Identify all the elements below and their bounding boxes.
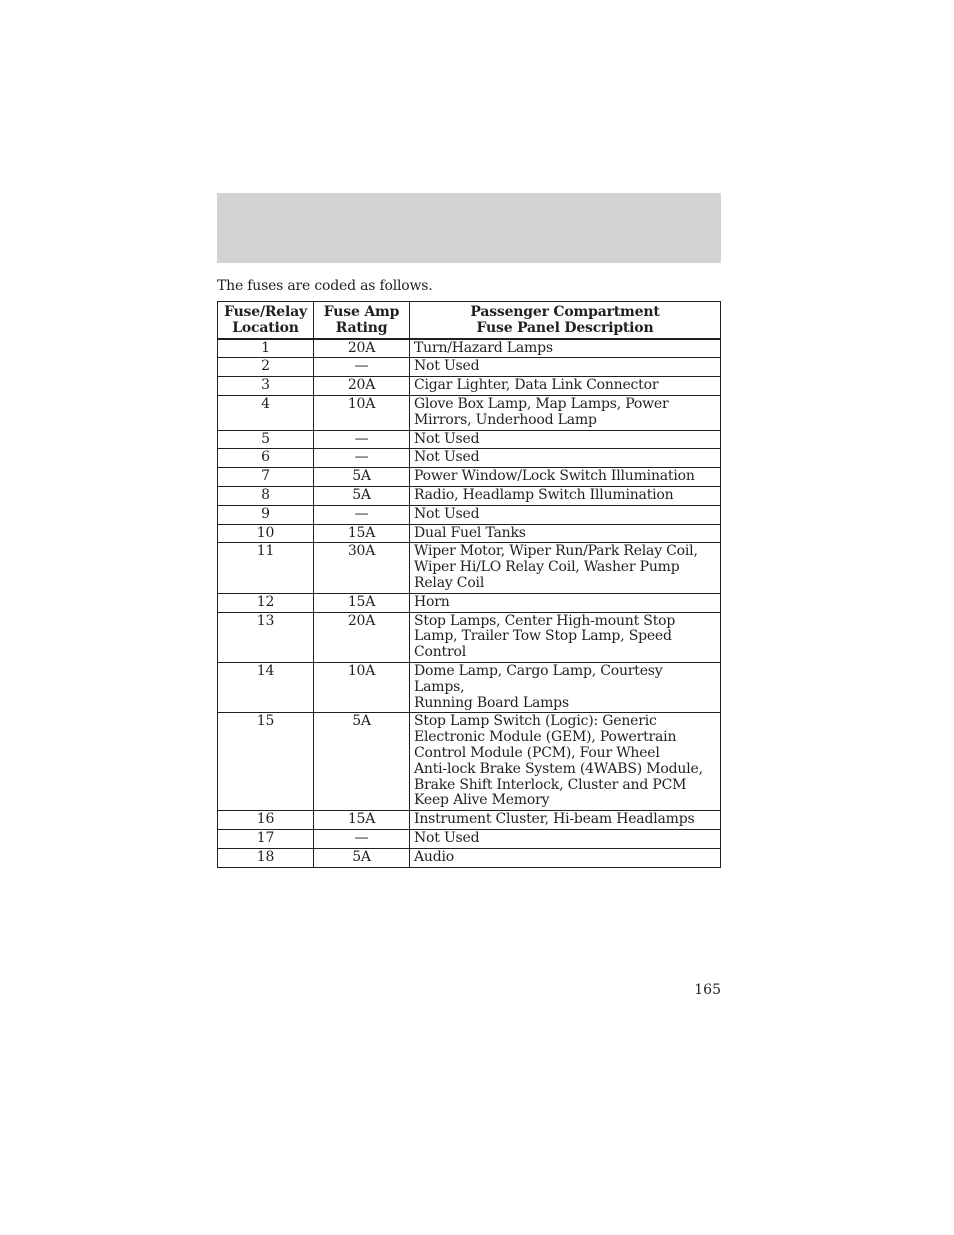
fuse-description-cell xyxy=(410,377,721,396)
table-row xyxy=(218,505,721,524)
fuse-description-cell xyxy=(410,358,721,377)
fuse-location-cell: 3 xyxy=(218,377,314,396)
fuse-description-cell xyxy=(410,612,721,662)
description-line: Not Used xyxy=(414,829,480,846)
table-row xyxy=(218,339,721,358)
description-line: Control Module (PCM), Four Wheel xyxy=(414,744,660,761)
fuse-description-cell xyxy=(410,430,721,449)
fuse-description-cell xyxy=(410,713,721,811)
description-line: Not Used xyxy=(414,430,480,447)
description-line: Running Board Lamps xyxy=(414,694,569,711)
header-rating: Fuse Amp Rating xyxy=(314,302,410,339)
fuse-description-cell xyxy=(410,468,721,487)
table-header-row xyxy=(218,302,721,339)
description-line: Radio, Headlamp Switch Illumination xyxy=(414,486,674,503)
description-line: Power Window/Lock Switch Illumination xyxy=(414,468,695,485)
table-row xyxy=(218,358,721,377)
section-header-band xyxy=(217,193,721,263)
fuse-location-cell: 4 xyxy=(218,395,314,430)
fuse-rating-cell: 15A xyxy=(314,593,410,612)
description-line: Dome Lamp, Cargo Lamp, Courtesy Lamps, xyxy=(414,662,663,695)
fuse-rating-cell: 30A xyxy=(314,543,410,593)
description-line: Not Used xyxy=(414,358,480,375)
fuse-rating-cell: 10A xyxy=(314,395,410,430)
description-line: Cigar Lighter, Data Link Connector xyxy=(414,377,659,394)
fuse-rating-cell: 20A xyxy=(314,339,410,358)
table-row xyxy=(218,524,721,543)
fuse-rating-cell: — xyxy=(314,430,410,449)
fuse-description-cell xyxy=(410,524,721,543)
fuse-description-cell xyxy=(410,829,721,848)
description-line: Turn/Hazard Lamps xyxy=(414,339,553,356)
description-line: Relay Coil xyxy=(414,574,485,591)
table-row xyxy=(218,377,721,396)
table-row xyxy=(218,395,721,430)
description-line: Not Used xyxy=(414,449,480,466)
fuse-location-cell: 10 xyxy=(218,524,314,543)
fuse-description-cell xyxy=(410,848,721,867)
fuse-location-cell: 13 xyxy=(218,612,314,662)
table-row xyxy=(218,811,721,830)
fuse-rating-cell: 5A xyxy=(314,848,410,867)
fuse-location-cell: 12 xyxy=(218,593,314,612)
fuse-table xyxy=(217,301,721,868)
table-row xyxy=(218,593,721,612)
fuse-location-cell: 8 xyxy=(218,486,314,505)
fuse-location-cell: 18 xyxy=(218,848,314,867)
description-line: Wiper Motor, Wiper Run/Park Relay Coil, xyxy=(414,543,698,560)
table-row xyxy=(218,848,721,867)
page-number: 165 xyxy=(694,982,721,998)
table-body xyxy=(218,339,721,867)
fuse-location-cell: 5 xyxy=(218,430,314,449)
table-row xyxy=(218,612,721,662)
description-line: Anti-lock Brake System (4WABS) Module, xyxy=(414,760,703,777)
description-line: Instrument Cluster, Hi-beam Headlamps xyxy=(414,811,695,828)
description-line: Mirrors, Underhood Lamp xyxy=(414,411,597,428)
table-row xyxy=(218,468,721,487)
description-line: Horn xyxy=(414,593,450,610)
description-line: Electronic Module (GEM), Powertrain xyxy=(414,729,677,746)
fuse-description-cell xyxy=(410,505,721,524)
description-line: Not Used xyxy=(414,505,480,522)
table-row xyxy=(218,662,721,712)
fuse-rating-cell: — xyxy=(314,505,410,524)
fuse-rating-cell: 5A xyxy=(314,486,410,505)
table-row xyxy=(218,829,721,848)
fuse-rating-cell: 10A xyxy=(314,662,410,712)
description-line: Wiper Hi/LO Relay Coil, Washer Pump xyxy=(414,559,680,576)
fuse-description-cell xyxy=(410,449,721,468)
description-line: Control xyxy=(414,644,466,661)
fuse-location-cell: 6 xyxy=(218,449,314,468)
header-location: Fuse/Relay Location xyxy=(218,302,314,339)
fuse-location-cell: 14 xyxy=(218,662,314,712)
fuse-description-cell xyxy=(410,395,721,430)
fuse-rating-cell: 15A xyxy=(314,811,410,830)
fuse-location-cell: 15 xyxy=(218,713,314,811)
fuse-location-cell: 11 xyxy=(218,543,314,593)
fuse-location-cell: 2 xyxy=(218,358,314,377)
fuse-rating-cell: 20A xyxy=(314,612,410,662)
fuse-rating-cell: 5A xyxy=(314,468,410,487)
fuse-location-cell: 16 xyxy=(218,811,314,830)
fuse-location-cell: 17 xyxy=(218,829,314,848)
fuse-rating-cell: 5A xyxy=(314,713,410,811)
fuse-description-cell xyxy=(410,662,721,712)
fuse-rating-cell: 20A xyxy=(314,377,410,396)
table-row xyxy=(218,486,721,505)
fuse-location-cell: 9 xyxy=(218,505,314,524)
fuse-rating-cell: 15A xyxy=(314,524,410,543)
description-line: Keep Alive Memory xyxy=(414,792,550,809)
fuse-description-cell xyxy=(410,339,721,358)
description-line: Stop Lamps, Center High-mount Stop xyxy=(414,612,676,629)
description-line: Glove Box Lamp, Map Lamps, Power xyxy=(414,395,669,412)
table-row xyxy=(218,543,721,593)
description-line: Dual Fuel Tanks xyxy=(414,524,526,541)
fuse-description-cell xyxy=(410,811,721,830)
fuse-rating-cell: — xyxy=(314,358,410,377)
fuse-description-cell xyxy=(410,543,721,593)
fuse-description-cell xyxy=(410,593,721,612)
description-line: Stop Lamp Switch (Logic): Generic xyxy=(414,713,657,730)
fuse-rating-cell: — xyxy=(314,829,410,848)
description-line: Brake Shift Interlock, Cluster and PCM xyxy=(414,776,687,793)
fuse-description-cell xyxy=(410,486,721,505)
intro-text: The fuses are coded as follows. xyxy=(217,278,433,294)
fuse-rating-cell: — xyxy=(314,449,410,468)
table-row xyxy=(218,449,721,468)
description-line: Audio xyxy=(414,848,454,865)
table-row xyxy=(218,713,721,811)
description-line: Lamp, Trailer Tow Stop Lamp, Speed xyxy=(414,628,672,645)
header-description: Passenger Compartment Fuse Panel Description xyxy=(410,302,721,339)
fuse-location-cell: 7 xyxy=(218,468,314,487)
fuse-location-cell: 1 xyxy=(218,339,314,358)
table-row xyxy=(218,430,721,449)
